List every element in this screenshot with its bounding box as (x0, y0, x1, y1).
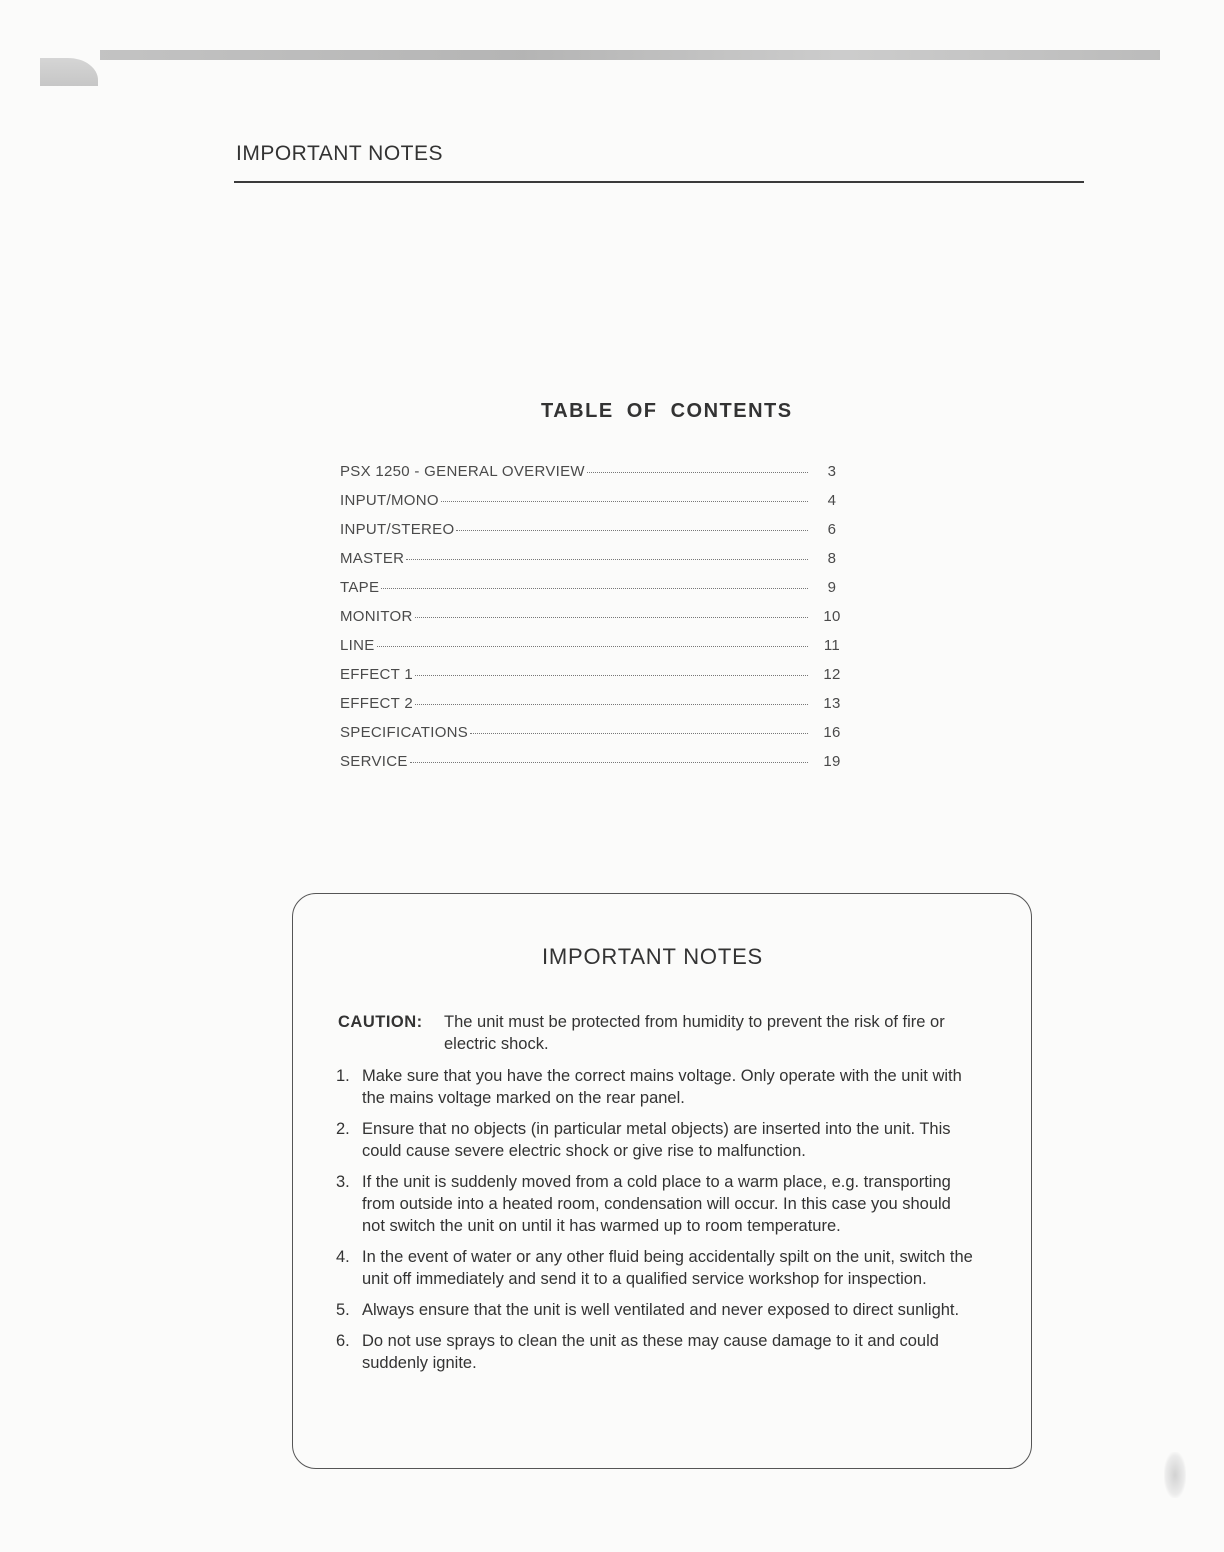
note-text: Always ensure that the unit is well ventilated and never exposed to direct sunlight. (362, 1301, 960, 1319)
toc-entry (340, 608, 850, 637)
toc-leader-dots (415, 704, 808, 705)
toc-entry-label: TAPE (340, 579, 380, 596)
toc-entry (340, 492, 850, 521)
note-number: 6. (336, 1332, 350, 1350)
toc-entry-label: EFFECT 1 (340, 666, 413, 683)
toc-list (340, 463, 850, 782)
toc-entry (340, 521, 850, 550)
caution-text: The unit must be protected from humidity to prevent the risk of fire or electric shock. (444, 1013, 945, 1053)
note-text: In the event of water or any other fluid being accidentally spilt on the unit, switch the unit off immediately and send it to a qualified service workshop for inspection. (362, 1248, 973, 1288)
scan-edge-mark (1164, 1452, 1186, 1498)
toc-entry-label: SPECIFICATIONS (340, 724, 469, 741)
note-text: Make sure that you have the correct mains voltage. Only operate with the unit with the mains voltage marked on the rear panel. (362, 1067, 962, 1107)
note-item (336, 1065, 986, 1109)
toc-leader-dots (406, 559, 808, 560)
toc-entry-page: 4 (827, 492, 837, 509)
toc-entry-page: 10 (823, 608, 841, 625)
toc-entry (340, 550, 850, 579)
scan-artifact-corner (40, 58, 98, 86)
toc-entry (340, 579, 850, 608)
toc-leader-dots (456, 530, 808, 531)
toc-entry (340, 724, 850, 753)
toc-leader-dots (470, 733, 808, 734)
toc-entry-label: PSX 1250 - GENERAL OVERVIEW (340, 463, 585, 480)
notes-title: IMPORTANT NOTES (542, 944, 764, 969)
note-number: 3. (336, 1173, 350, 1191)
toc-entry-label: INPUT/MONO (340, 492, 439, 509)
toc-leader-dots (377, 646, 808, 647)
toc-entry (340, 463, 850, 492)
page-title: IMPORTANT NOTES (236, 142, 444, 165)
note-item (336, 1330, 986, 1374)
toc-entry (340, 637, 850, 666)
toc-entry-page: 9 (827, 579, 837, 596)
toc-leader-dots (381, 588, 808, 589)
toc-title: TABLE OF CONTENTS (541, 400, 793, 422)
toc-leader-dots (410, 762, 808, 763)
toc-entry-label: INPUT/STEREO (340, 521, 455, 538)
toc-entry (340, 753, 850, 782)
note-text: Do not use sprays to clean the unit as these may cause damage to it and could suddenly ignite. (362, 1332, 939, 1372)
caution-block (338, 1011, 978, 1055)
toc-entry-label: SERVICE (340, 753, 408, 770)
note-text: Ensure that no objects (in particular metal objects) are inserted into the unit. This could cause severe electric shock or give rise to malfunction. (362, 1120, 951, 1160)
caution-label: CAUTION: (338, 1013, 423, 1031)
toc-entry-label: LINE (340, 637, 375, 654)
toc-entry (340, 695, 850, 724)
note-item (336, 1246, 986, 1290)
note-item (336, 1118, 986, 1162)
toc-entry-label: EFFECT 2 (340, 695, 413, 712)
note-item (336, 1299, 986, 1321)
toc-entry-page: 19 (823, 753, 841, 770)
toc-entry-label: MONITOR (340, 608, 413, 625)
toc-leader-dots (587, 472, 808, 473)
toc-entry-page: 3 (827, 463, 837, 480)
toc-entry-page: 11 (823, 637, 841, 654)
header-divider (234, 181, 1084, 183)
toc-leader-dots (441, 501, 808, 502)
note-number: 2. (336, 1120, 350, 1138)
note-number: 5. (336, 1301, 350, 1319)
toc-leader-dots (415, 675, 808, 676)
toc-entry-page: 12 (823, 666, 841, 683)
toc-entry-page: 13 (823, 695, 841, 712)
toc-entry-label: MASTER (340, 550, 405, 567)
note-text: If the unit is suddenly moved from a cold place to a warm place, e.g. transporting from outside into a heated room, condensation will occur. In this case you should not switch the unit on until it has warmed up to room temperature. (362, 1173, 951, 1235)
toc-entry-page: 8 (827, 550, 837, 567)
note-number: 4. (336, 1248, 350, 1266)
note-item (336, 1171, 986, 1237)
note-number: 1. (336, 1067, 350, 1085)
toc-leader-dots (415, 617, 808, 618)
scan-artifact-bar (100, 50, 1160, 60)
toc-entry (340, 666, 850, 695)
toc-entry-page: 6 (827, 521, 837, 538)
toc-entry-page: 16 (823, 724, 841, 741)
notes-list (336, 1065, 986, 1383)
